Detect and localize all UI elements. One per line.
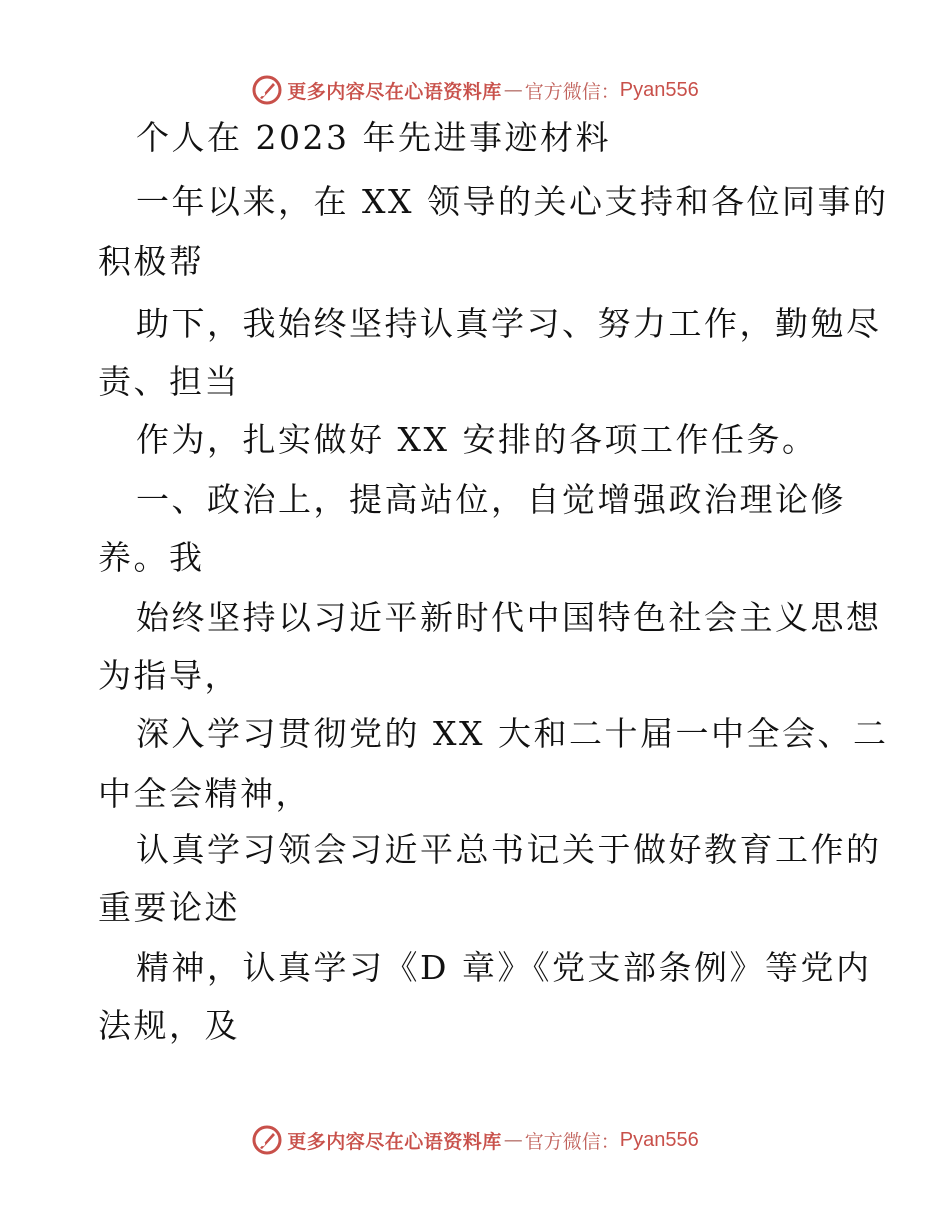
footer-separator: — xyxy=(503,1129,523,1151)
paragraph-line: 始终坚持以习近平新时代中国特色社会主义思想 xyxy=(136,598,882,637)
paragraph-line: 养。我 xyxy=(98,538,205,577)
paragraph-line: 积极帮 xyxy=(98,242,205,281)
document-title: 个人在 2023 年先进事迹材料 xyxy=(136,118,611,157)
paragraph-line: 为指导， xyxy=(98,656,240,695)
paragraph-line: 助下，我始终坚持认真学习、努力工作，勤勉尽 xyxy=(136,304,882,343)
footer-brand-text: 更多内容尽在心语资料库 xyxy=(287,1130,502,1153)
quill-logo-icon xyxy=(251,1124,283,1156)
paragraph-line: 责、担当 xyxy=(98,362,240,401)
quill-logo-icon xyxy=(251,74,283,106)
paragraph-line: 重要论述 xyxy=(98,888,240,927)
section-heading-line: 一、政治上，提高站位，自觉增强政治理论修 xyxy=(136,480,846,519)
paragraph-line: 作为，扎实做好 XX 安排的各项工作任务。 xyxy=(136,420,818,459)
paragraph-line: 认真学习领会习近平总书记关于做好教育工作的 xyxy=(136,830,882,869)
header-brand-text: 更多内容尽在心语资料库 xyxy=(287,80,502,103)
footer-banner xyxy=(0,1120,950,1160)
paragraph-line: 精神，认真学习《D 章》《党支部条例》等党内 xyxy=(136,948,872,987)
header-wechat-label: 官方微信： xyxy=(524,80,620,103)
paragraph-line: 法规，及 xyxy=(98,1006,240,1045)
paragraph-line: 一年以来，在 XX 领导的关心支持和各位同事的 xyxy=(136,182,889,221)
paragraph-line: 深入学习贯彻党的 XX 大和二十届一中全会、二 xyxy=(136,714,889,753)
header-banner xyxy=(0,70,950,110)
footer-wechat-id: Pyan556 xyxy=(619,1128,699,1151)
header-wechat-id: Pyan556 xyxy=(619,78,699,101)
header-separator: — xyxy=(503,79,523,101)
footer-wechat-label: 官方微信： xyxy=(524,1130,620,1153)
paragraph-line: 中全会精神， xyxy=(98,774,311,813)
